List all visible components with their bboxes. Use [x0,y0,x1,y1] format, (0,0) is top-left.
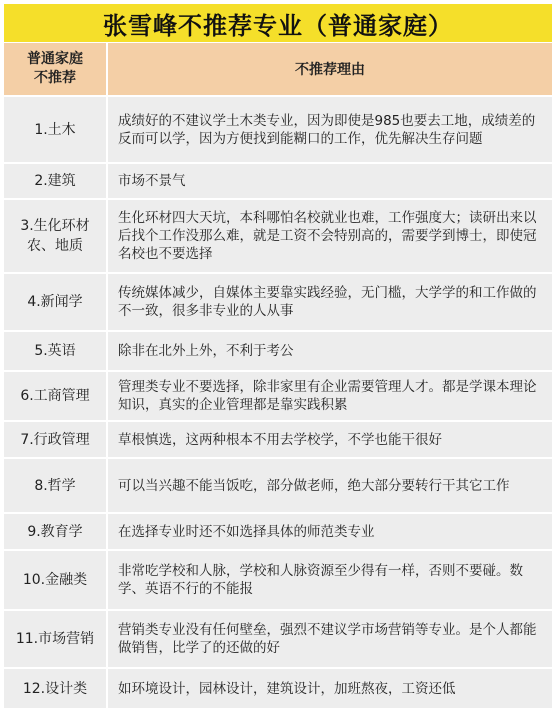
table-row [4,551,552,611]
reason-cell: 市场不景气 [118,173,186,189]
major-cell: 11.市场营销 [4,611,108,667]
major-cell: 8.哲学 [4,459,108,512]
table-row [4,97,552,164]
table-header [4,43,552,97]
header-reason-column: 不推荐理由 [295,62,365,78]
table-row [4,669,552,710]
reason-cell: 管理类专业不要选择，除非家里有企业需要管理人才。都是学课本理论知识，真实的企业管理都是靠实践积累 [118,379,537,413]
reason-cell: 非常吃学校和人脉，学校和人脉资源至少得有一样，否则不要碰。数学、英语不行的不能报 [118,563,523,597]
reason-cell: 草根慎选，这两种根本不用去学校学，不学也能干很好 [118,431,442,448]
major-cell: 5.英语 [4,332,108,370]
reason-cell: 除非在北外上外，不利于考公 [118,343,294,359]
major-cell: 10.金融类 [4,551,108,609]
major-cell: 1.土木 [4,97,108,162]
table-row [4,611,552,669]
table-row [4,332,552,372]
table-row [4,164,552,200]
reason-cell: 在选择专业时还不如选择具体的师范类专业 [118,523,375,540]
major-cell: 6.工商管理 [4,372,108,420]
major-cell: 9.教育学 [4,514,108,549]
reason-cell: 可以当兴趣不能当饭吃，部分做老师，绝大部分要转行干其它工作 [118,477,510,494]
reason-cell: 如环境设计，园林设计，建筑设计，加班熬夜，工资还低 [118,680,456,697]
major-cell: 4.新闻学 [4,274,108,330]
major-cell: 7.行政管理 [4,422,108,457]
table-row [4,514,552,551]
major-cell: 2.建筑 [4,164,108,198]
table-row [4,372,552,422]
header-major-line1: 普通家庭 [27,51,83,67]
major-cell: 12.设计类 [4,669,108,708]
reason-cell: 生化环材四大天坑，本科哪怕名校就业也难，工作强度大；读研出来以后找个工作没那么难，就是工资不会特别高的，需要学到博士，即使冠名校也不要选择 [118,210,537,262]
table-row [4,422,552,459]
reason-cell: 传统媒体减少，自媒体主要靠实践经验，无门槛，大学学的和工作做的不一致，很多非专业的人从事 [118,285,537,319]
table-row [4,459,552,514]
major-cell: 3.生化环材农、地质 [4,200,108,272]
table-row [4,200,552,274]
reason-cell: 成绩好的不建议学土木类专业，因为即使是985也要去工地，成绩差的反而可以学，因为方便找到能糊口的工作，优先解决生存问题 [118,112,536,147]
table-body [4,97,552,710]
header-major-column [4,43,108,95]
table-row [4,274,552,332]
reason-cell: 营销类专业没有任何壁垒，强烈不建议学市场营销等专业。是个人都能做销售，比学了的还做的好 [118,622,537,656]
header-major-line2: 不推荐 [34,70,76,86]
document-title: 张雪峰不推荐专业（普通家庭） [4,4,552,43]
